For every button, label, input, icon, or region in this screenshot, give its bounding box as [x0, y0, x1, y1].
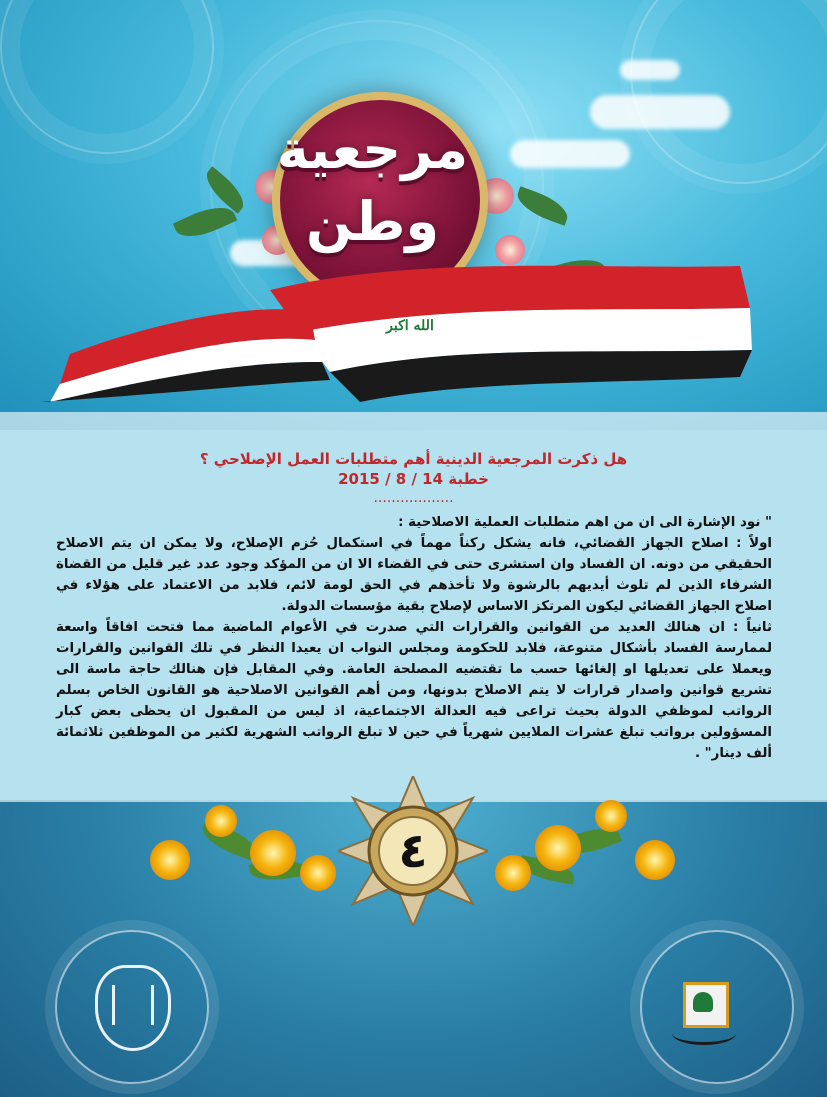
article-intro: " نود الإشارة الى ان من اهم متطلبات العملية الاصلاحية : [398, 515, 772, 530]
yellow-flower [595, 800, 627, 832]
article-body [56, 512, 772, 764]
calligraphy-emblem-inner [112, 985, 154, 1025]
article-headline: هل ذكرت المرجعية الدينية أهم متطلبات العمل الإصلاحي ؟ [199, 450, 628, 468]
yellow-flower [250, 830, 296, 876]
separator-dots: .................. [373, 490, 454, 506]
yellow-flower [495, 855, 531, 891]
poster-title-line1: مرجعية [276, 118, 469, 181]
cloud [620, 60, 680, 80]
yellow-flower [150, 840, 190, 880]
medal-number: ٤ [398, 823, 428, 879]
cloud [510, 140, 630, 168]
flag-takbir-text: الله اكبر [386, 318, 434, 334]
yellow-flower [300, 855, 336, 891]
yellow-flower [535, 825, 581, 871]
shrine-hand-emblem-accent [693, 992, 713, 1012]
article-point-2: ثانياً : ان هنالك العديد من القوانين والقرارات التي صدرت في الأعوام الماضية مما فتحت افاقاً واسعة لممارسة الفساد بأشكال متنوعة، فلابد للحكومة ومجلس النواب ان يعيدا النظر في تلك القوانين والقرارات ويعملا على تعديلها او إلغائها حسب ما تقتضيه المصلحة العامة. وفي المقابل فإن هنالك حاجة ماسة الى تشريع قوانين واصدار قرارات لا يتم الاصلاح بدونها، ومن أهم القوانين الاصلاحية هو القانون الخاص بسلم الرواتب لموظفي الدولة بحيث تراعى فيه العدالة الاجتماعية، اذ ليس من المقبول ان يحظى بعض كبار المسؤولين برواتب تبلغ عشرات الملايين شهرياً في حين لا تبلغ الرواتب الشهرية لكثير من الموظفين ثلاثمائة ألف دينار" . [56, 620, 772, 761]
cloud [590, 95, 730, 129]
poster-title-line2: وطن [305, 190, 440, 253]
shrine-emblem-arc [672, 1022, 736, 1045]
yellow-flower [205, 805, 237, 837]
article-date: خطبة 14 / 8 / 2015 [338, 470, 489, 488]
rose-flower [495, 235, 525, 265]
article-point-1: اولاً : اصلاح الجهاز القضائي، فانه يشكل ركناً مهماً في استكمال حُزم الإصلاح، ولا يمكن ان يتم الاصلاح الحقيقي من دونه. ان الفساد وان استشرى حتى في القضاء الا ان من المؤكد وجود عدد غير قليل من القضاة الشرفاء الذين لم تلوث أيديهم بالرشوة ولا تأخذهم في الحق لومة لائم، فلابد من الاعتماد على هؤلاء في اصلاح الجهاز القضائي ليكون المرتكز الاساس لإصلاح بقية مؤسسات الدولة. [56, 536, 772, 614]
yellow-flower [635, 840, 675, 880]
